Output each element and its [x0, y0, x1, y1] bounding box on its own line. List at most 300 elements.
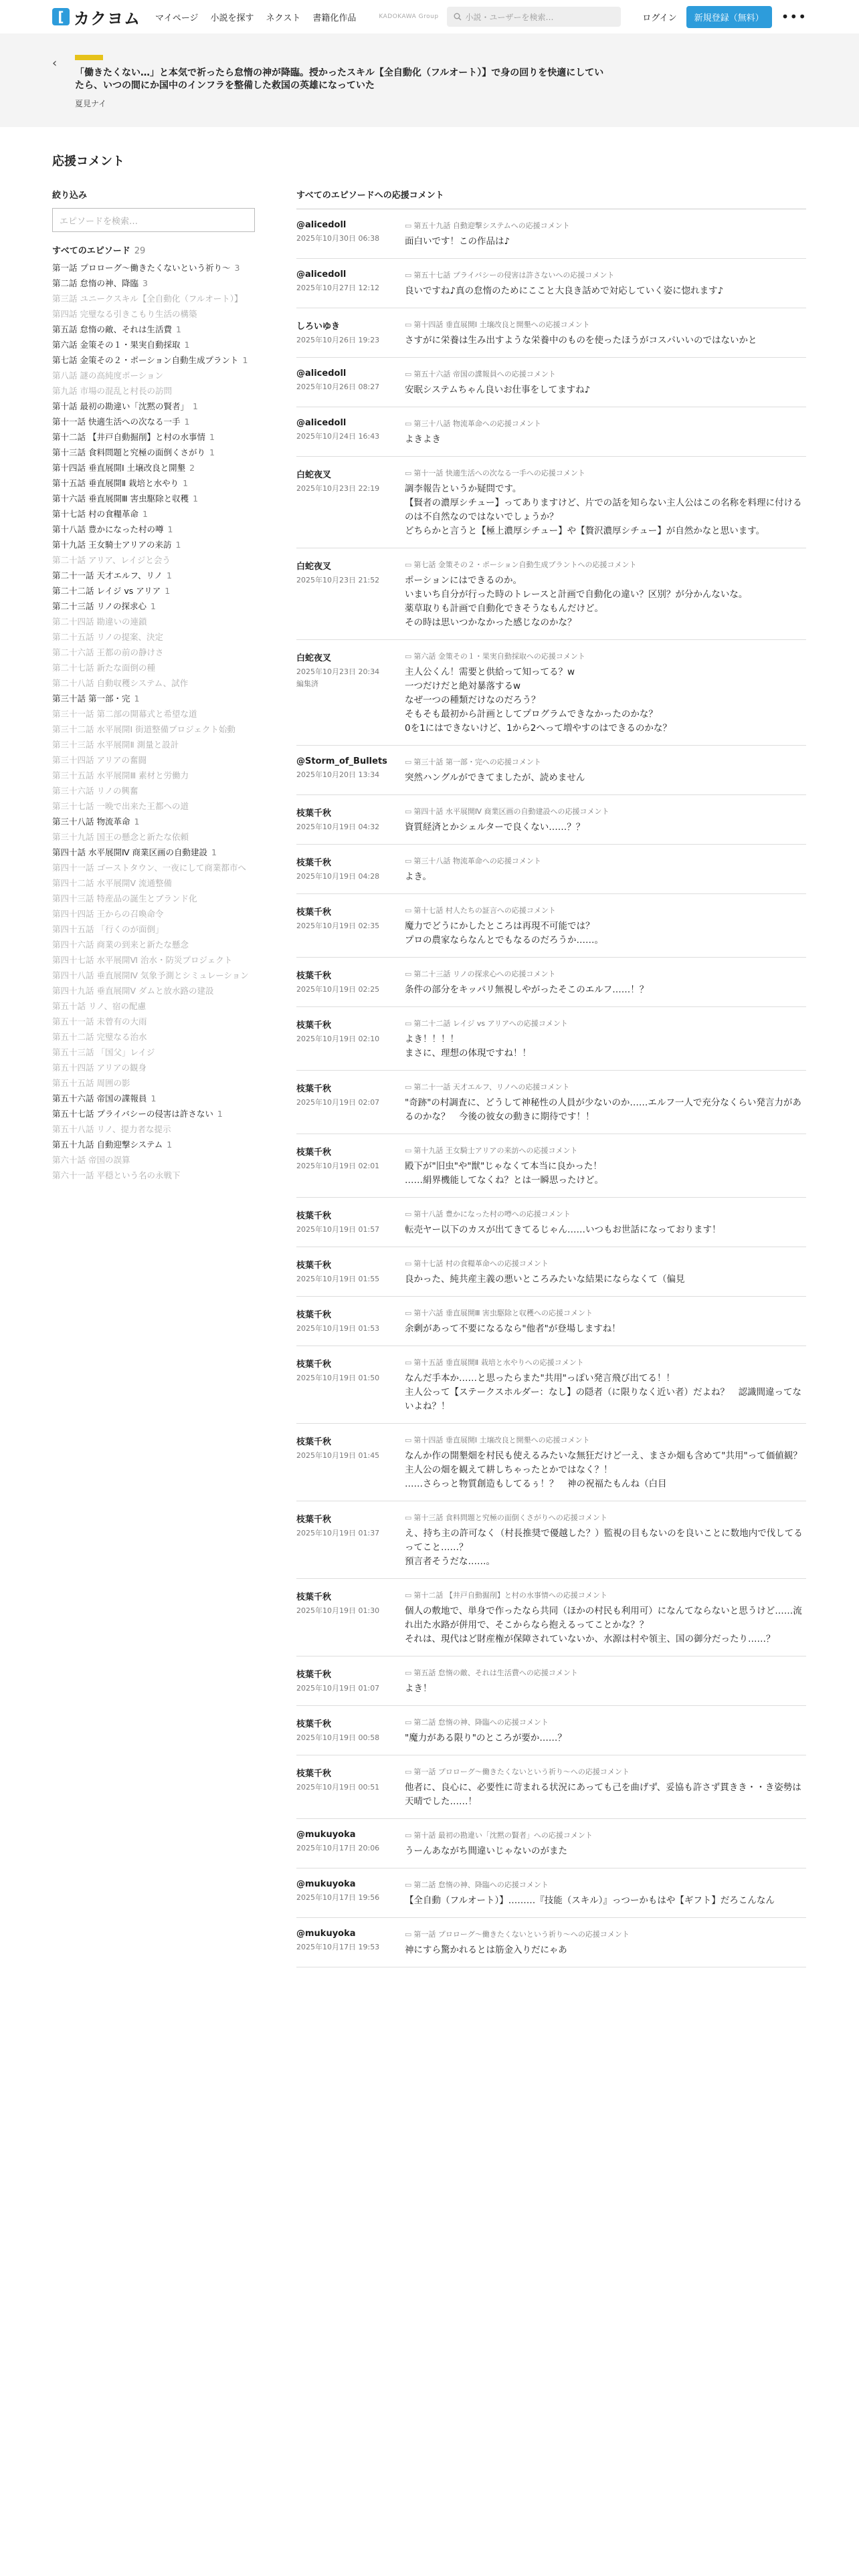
episode-filter-item[interactable]: [52, 1045, 253, 1060]
episode-filter-item[interactable]: [52, 860, 253, 875]
comment-episode-link[interactable]: [405, 418, 806, 429]
episode-icon: ▭: [405, 1513, 412, 1522]
comment-author[interactable]: 枝葉千秋: [296, 1360, 332, 1370]
comment-body-block: [405, 756, 806, 785]
comment-episode-link[interactable]: [405, 651, 806, 661]
comment-episode-link[interactable]: [405, 1307, 806, 1318]
comment-author[interactable]: 枝葉千秋: [296, 907, 332, 918]
comment-episode-link[interactable]: [405, 559, 806, 570]
episode-filter-item[interactable]: [52, 306, 253, 322]
comment-text: さすがに栄養は生み出すような栄養中のものを使ったほうがコスパいいのではないかと: [405, 335, 757, 346]
register-button[interactable]: 新規登録（無料）: [686, 6, 772, 28]
comment-date[interactable]: 2025年10月19日 01:45: [296, 1451, 380, 1460]
comment-date[interactable]: 2025年10月17日 19:56: [296, 1893, 380, 1902]
episode-icon: ▭: [405, 1358, 412, 1367]
comment-author[interactable]: 枝葉千秋: [296, 1211, 332, 1221]
comment-date[interactable]: 2025年10月26日 19:23: [296, 336, 380, 344]
episode-filter-item[interactable]: [52, 552, 253, 568]
comment-date[interactable]: 2025年10月20日 13:34: [296, 770, 380, 779]
episode-comment-count: 1: [183, 478, 189, 488]
episode-title: 第十四話 垂直展開Ⅰ 土壌改良と開墾: [52, 463, 186, 473]
episode-filter-item[interactable]: [52, 460, 253, 475]
episode-comment-count: 2: [189, 463, 195, 473]
comment-author[interactable]: 枝葉千秋: [296, 1437, 332, 1447]
comment-episode-title: 第五十七話 プライバシーの侵害は許さないへの応援コメント: [413, 271, 615, 280]
all-episodes-count: 29: [134, 246, 146, 256]
episode-icon: ▭: [405, 1083, 412, 1091]
comment-text: なんだ手本か……と思ったらまた"共用"っぽい発言飛び出てる！！ 主人公って【ステークスホルダー：なし】の隠者（に限りなく近い者）だよね？ 認識間違ってないよね？！: [405, 1373, 802, 1412]
login-link[interactable]: ログイン: [642, 13, 677, 23]
episode-title: 第五十話 リノ、宿の配慮: [52, 1001, 146, 1011]
comment-item: [296, 1656, 806, 1706]
episode-comment-count: 1: [134, 693, 140, 704]
episode-filter-item[interactable]: [52, 998, 253, 1014]
episode-filter-sidebar: [52, 188, 253, 1183]
comment-author-block: [296, 559, 405, 630]
episode-title: 第十八話 豊かになった村の噂: [52, 524, 164, 534]
episode-icon: ▭: [405, 271, 412, 280]
comment-episode-title: 第二十二話 レイジ vs アリアへの応援コメント: [413, 1019, 568, 1028]
comment-body-block: [405, 1434, 806, 1491]
episode-comment-count: 1: [167, 1140, 173, 1150]
episode-title: 第三十話 第一部・完: [52, 693, 130, 704]
comment-episode-link[interactable]: [405, 1766, 806, 1777]
episode-title: 第四十六話 商業の到来と新たな懸念: [52, 940, 189, 950]
comment-item: [296, 1918, 806, 1967]
global-header: [0, 0, 859, 33]
comment-episode-title: 第十九話 王女騎士アリアの来訪への応援コメント: [413, 1146, 578, 1155]
episode-filter-item[interactable]: [52, 322, 253, 337]
comment-episode-title: 第十話 最初の勘違い「沈黙の賢者」への応援コメント: [413, 1831, 593, 1840]
comment-date[interactable]: 2025年10月26日 08:27: [296, 383, 380, 391]
search-placeholder: 小説・ユーザーを検索…: [465, 12, 554, 22]
episode-comment-count: 1: [209, 447, 215, 457]
episode-filter-item[interactable]: [52, 599, 253, 614]
comment-author[interactable]: 枝葉千秋: [296, 1592, 332, 1602]
episode-filter-item[interactable]: [52, 768, 253, 783]
episode-icon: ▭: [405, 1930, 412, 1939]
comment-episode-link[interactable]: [405, 1929, 806, 1939]
episode-filter-item[interactable]: [52, 875, 253, 891]
comment-text: 面白いです！この作品は♪: [405, 236, 510, 247]
comment-text: 良いですね♪真の怠惰のためにここと大良き話めで対応していく姿に惚れます♪: [405, 286, 724, 296]
episode-title: 第十五話 垂直展開Ⅱ 栽培と水やり: [52, 478, 179, 488]
comment-episode-link[interactable]: [405, 1145, 806, 1156]
episode-filter-item[interactable]: [52, 276, 253, 291]
episode-icon: ▭: [405, 807, 412, 816]
episode-comment-count: 1: [134, 817, 140, 827]
comment-episode-link[interactable]: [405, 806, 806, 817]
comment-episode-link[interactable]: [405, 1590, 806, 1600]
comment-date[interactable]: 2025年10月19日 01:07: [296, 1684, 380, 1693]
comment-item: [296, 457, 806, 548]
episode-icon: ▭: [405, 1881, 412, 1889]
comment-date[interactable]: 2025年10月19日 04:28: [296, 872, 380, 881]
episode-filter-item[interactable]: [52, 737, 253, 752]
episode-filter-item[interactable]: [52, 691, 253, 706]
comment-item: [296, 1247, 806, 1297]
episode-title: 第二十二話 レイジ vs アリア: [52, 586, 161, 596]
episode-filter-item[interactable]: [52, 1075, 253, 1091]
episode-filter-item[interactable]: [52, 506, 253, 522]
all-episodes-label: すべてのエピソード: [52, 246, 130, 256]
episode-icon: ▭: [405, 1831, 412, 1840]
comment-body-block: [405, 855, 806, 884]
episode-comment-count: 1: [211, 847, 217, 857]
episode-title: 第四話 完璧なる引きこもり生活の構築: [52, 309, 197, 319]
episode-filter-item[interactable]: [52, 568, 253, 583]
comment-author[interactable]: @mukuyoka: [296, 1830, 356, 1840]
nav-published-works[interactable]: 書籍化作品: [312, 13, 357, 23]
back-arrow-icon[interactable]: ‹: [52, 56, 58, 70]
episode-title: 第五話 怠惰の敵、それは生活費: [52, 324, 172, 334]
comment-episode-link[interactable]: [405, 1208, 806, 1219]
comment-episode-link[interactable]: [405, 1081, 806, 1092]
episode-filter-item[interactable]: [52, 968, 253, 983]
comment-author[interactable]: 白蛇夜叉: [296, 470, 332, 480]
comment-author[interactable]: @alicedoll: [296, 270, 347, 280]
episode-comment-count: 1: [217, 1109, 223, 1119]
episode-comment-count: 1: [166, 570, 172, 580]
episode-filter-item[interactable]: [52, 1106, 253, 1121]
comment-author[interactable]: @alicedoll: [296, 418, 347, 428]
comment-episode-title: 第五十六話 帝国の諜報員への応援コメント: [413, 370, 556, 379]
comment-episode-title: 第十二話 【井戸自動掘削】と村の水事情への応援コメント: [413, 1591, 607, 1600]
comment-author[interactable]: @Storm_of_Bullets: [296, 756, 387, 766]
comment-episode-link[interactable]: [405, 756, 806, 767]
comment-body-block: [405, 368, 806, 397]
comment-body-block: [405, 1717, 806, 1745]
episode-filter-item[interactable]: [52, 706, 253, 722]
comment-episode-link[interactable]: [405, 968, 806, 979]
site-logo-text: カクヨム: [74, 9, 140, 28]
episode-filter-item[interactable]: [52, 1060, 253, 1075]
episode-icon: ▭: [405, 1767, 412, 1776]
comment-date[interactable]: 2025年10月17日 20:06: [296, 1844, 380, 1852]
episode-filter-item[interactable]: [52, 645, 253, 660]
search-input[interactable]: [447, 7, 621, 27]
episode-title: 第十三話 食料問題と究極の面倒くさがり: [52, 447, 205, 457]
comment-date[interactable]: 2025年10月19日 00:58: [296, 1733, 380, 1742]
episode-comment-count: 1: [175, 324, 181, 334]
episode-filter-item[interactable]: [52, 1137, 253, 1152]
comment-episode-title: 第十四話 垂直展開Ⅰ 土壌改良と開墾への応援コメント: [413, 320, 590, 329]
comment-text: 余剰があって不要になるなら"他者"が登場しますね！: [405, 1323, 621, 1334]
work-title[interactable]: 「働きたくない…」と本気で祈ったら怠惰の神が降臨。授かったスキル【全自動化（フルオート）】で身の回りを快適にしていたら、いつの間にか国中のインフラを整備した救国の英雄になっていた: [75, 68, 604, 91]
comment-episode-link[interactable]: [405, 1879, 806, 1890]
comment-author[interactable]: @alicedoll: [296, 368, 347, 379]
comment-episode-link[interactable]: [405, 1018, 806, 1029]
comment-body-block: [405, 651, 806, 736]
comment-author[interactable]: 枝葉千秋: [296, 1670, 332, 1680]
comment-author[interactable]: @alicedoll: [296, 220, 347, 230]
comment-text: "奇跡"の村調査に、どうして神秘性の人員が少ないのか……エルフ一人で充分なくらい発言力があるのかな？ 今後の彼女の動きに期待です！！: [405, 1097, 801, 1122]
episode-filter-item[interactable]: [52, 368, 253, 383]
comment-date[interactable]: 2025年10月19日 02:01: [296, 1162, 380, 1170]
page-title: 応援コメント: [52, 154, 124, 169]
episode-title: 第二十四話 勘違いの連鎖: [52, 617, 147, 627]
comment-author[interactable]: @mukuyoka: [296, 1879, 356, 1889]
episode-icon: ▭: [405, 419, 412, 428]
comment-author[interactable]: 枝葉千秋: [296, 1148, 332, 1158]
comment-episode-link[interactable]: [405, 1830, 806, 1840]
comment-date[interactable]: 2025年10月19日 02:25: [296, 985, 380, 994]
comment-author-block: [296, 1081, 405, 1124]
episode-search-input[interactable]: [52, 208, 255, 232]
filter-heading: 絞り込み: [52, 191, 88, 201]
comment-item: [296, 894, 806, 958]
comment-date[interactable]: 2025年10月23日 20:34: [296, 667, 380, 676]
comment-author[interactable]: @mukuyoka: [296, 1929, 356, 1939]
comment-body-block: [405, 1208, 806, 1237]
episode-icon: ▭: [405, 469, 412, 477]
comment-item: [296, 1755, 806, 1819]
comment-date[interactable]: 2025年10月17日 19:53: [296, 1943, 380, 1951]
comment-author[interactable]: 枝葉千秋: [296, 1515, 332, 1525]
comment-author[interactable]: しろいゆき: [296, 322, 341, 332]
episode-title: 第八話 謎の高純度ポーション: [52, 370, 163, 381]
comment-item: [296, 1198, 806, 1247]
episode-title: 第四十五話 「行くのが面倒」: [52, 924, 164, 934]
comment-date[interactable]: 2025年10月23日 22:19: [296, 484, 380, 493]
episode-icon: ▭: [405, 221, 412, 230]
comment-author[interactable]: 枝葉千秋: [296, 1084, 332, 1094]
comment-date[interactable]: 2025年10月24日 16:43: [296, 432, 380, 441]
comment-date[interactable]: 2025年10月19日 01:53: [296, 1324, 380, 1333]
episode-title: 第五十七話 プライバシーの侵害は許さない: [52, 1109, 213, 1119]
episode-filter-item[interactable]: [52, 414, 253, 429]
comment-author[interactable]: 枝葉千秋: [296, 1769, 332, 1779]
comment-text: 殿下が"旧虫"や"獣"じゃなくて本当に良かった！ ……絹界機能してなくね？とは一瞬思ったけど。: [405, 1161, 603, 1186]
episode-filter-item[interactable]: [52, 1168, 253, 1183]
site-logo[interactable]: [52, 5, 140, 29]
kakuyomu-logo-icon: [: [52, 8, 70, 25]
episode-title: 第二十八話 自動収穫システム、試作: [52, 678, 189, 688]
episode-filter-item[interactable]: [52, 1121, 253, 1137]
comment-episode-link[interactable]: [405, 1512, 806, 1523]
episode-comment-count: 1: [192, 401, 198, 411]
comment-author-block: [296, 220, 405, 249]
comment-episode-link[interactable]: [405, 905, 806, 916]
comment-author-block: [296, 368, 405, 397]
comment-episode-title: 第一話 プロローグ〜働きたくないという祈り〜への応援コメント: [413, 1767, 630, 1776]
comment-author[interactable]: 枝葉千秋: [296, 1719, 332, 1729]
episode-filter-item[interactable]: [52, 906, 253, 922]
comment-date[interactable]: 2025年10月19日 01:55: [296, 1275, 380, 1283]
episode-title: 第二十六話 王都の前の静けさ: [52, 647, 164, 657]
episode-filter-item[interactable]: [52, 845, 253, 860]
episode-filter-item[interactable]: [52, 491, 253, 506]
episode-comment-count: 1: [242, 355, 248, 365]
comment-episode-title: 第一話 プロローグ〜働きたくないという祈り〜への応援コメント: [413, 1930, 630, 1939]
comment-episode-link[interactable]: [405, 270, 806, 280]
comment-text: よきよき: [405, 434, 441, 445]
comment-text: 資質経済とかシェルターで良くない……？？: [405, 822, 585, 833]
comment-text: よき。: [405, 871, 432, 882]
comment-episode-link[interactable]: [405, 467, 806, 478]
episode-filter-item[interactable]: [52, 891, 253, 906]
comment-author[interactable]: 枝葉千秋: [296, 971, 332, 981]
comment-date[interactable]: 2025年10月19日 01:37: [296, 1529, 380, 1537]
episode-icon: ▭: [405, 857, 412, 865]
comment-item: [296, 308, 806, 358]
episode-filter-item[interactable]: [52, 783, 253, 798]
comment-item: [296, 746, 806, 795]
episode-title: 第十六話 垂直展開Ⅲ 害虫駆除と収穫: [52, 494, 189, 504]
comment-episode-link[interactable]: [405, 1434, 806, 1445]
comment-author-block: [296, 467, 405, 538]
episode-title: 第三十六話 リノの興奮: [52, 786, 138, 796]
comment-body-block: [405, 270, 806, 298]
comment-item: [296, 209, 806, 259]
comment-author[interactable]: 枝葉千秋: [296, 858, 332, 868]
episode-title: 第一話 プロローグ〜働きたくないという祈り〜: [52, 263, 231, 273]
comment-date[interactable]: 2025年10月19日 02:10: [296, 1035, 380, 1043]
all-episodes-item[interactable]: [52, 243, 253, 256]
comment-date[interactable]: 2025年10月19日 01:57: [296, 1225, 380, 1234]
episode-search-placeholder: エピソードを検索…: [60, 216, 138, 227]
episode-filter-item[interactable]: [52, 1029, 253, 1045]
comment-text: 神にすら驚かれるとは筋金入りだにゃあ: [405, 1945, 567, 1955]
comment-episode-title: 第三十八話 物流革命への応援コメント: [413, 857, 541, 865]
more-menu-icon[interactable]: •••: [781, 9, 807, 25]
comment-author[interactable]: 白蛇夜叉: [296, 653, 332, 663]
episode-filter-item[interactable]: [52, 983, 253, 998]
comment-episode-link[interactable]: [405, 1717, 806, 1727]
comment-text: うーんあながち間違いじゃないのがまた: [405, 1846, 567, 1856]
episode-filter-item[interactable]: [52, 1152, 253, 1168]
episode-icon: ▭: [405, 320, 412, 329]
episode-filter-item[interactable]: [52, 752, 253, 768]
comment-date[interactable]: 2025年10月19日 04:32: [296, 823, 380, 831]
episode-filter-item[interactable]: [52, 722, 253, 737]
episode-title: 第六十一話 平穏という名の永戦下: [52, 1170, 181, 1180]
episode-comment-count: 1: [150, 601, 156, 611]
comment-author-block: [296, 1717, 405, 1745]
episode-filter-item[interactable]: [52, 399, 253, 414]
comment-body-block: [405, 418, 806, 447]
comment-author-block: [296, 1018, 405, 1061]
episode-title: 第三十一話 第二部の開幕式と希望な道: [52, 709, 197, 719]
genre-color-bar: [75, 55, 103, 60]
episode-title: 第四十一話 ゴーストタウン、一夜にして商業都市へ: [52, 863, 246, 873]
episode-filter-item[interactable]: [52, 660, 253, 675]
comment-date[interactable]: 2025年10月23日 21:52: [296, 576, 380, 584]
comment-date[interactable]: 2025年10月27日 12:12: [296, 284, 380, 292]
comment-date[interactable]: 2025年10月19日 00:51: [296, 1783, 380, 1792]
episode-filter-item[interactable]: [52, 260, 253, 276]
episode-filter-item[interactable]: [52, 829, 253, 845]
episode-title: 第四十九話 垂直展開Ⅴ ダムと放水路の建設: [52, 986, 214, 996]
comment-body-block: [405, 968, 806, 997]
comment-episode-title: 第二十一話 天才エルフ、リノへの応援コメント: [413, 1083, 570, 1091]
episode-title: 第二話 怠惰の神、降臨: [52, 278, 138, 288]
comment-item: [296, 1071, 806, 1134]
nav-search-novels[interactable]: 小説を探す: [210, 13, 254, 23]
episode-filter-item[interactable]: [52, 383, 253, 399]
comment-author-block: [296, 855, 405, 884]
episode-title: 第九話 市場の混乱と村長の訪問: [52, 386, 172, 396]
kadokawa-group-logo[interactable]: KADOKAWA Group: [379, 13, 439, 20]
comment-author[interactable]: 白蛇夜叉: [296, 562, 332, 572]
comment-item: [296, 1706, 806, 1755]
episode-title: 第七話 金策その２・ポーション自動生成プラント: [52, 355, 239, 365]
episode-filter-item[interactable]: [52, 352, 253, 368]
comment-date[interactable]: 2025年10月19日 02:35: [296, 922, 380, 930]
episode-comment-count: 1: [209, 432, 215, 442]
episode-filter-item[interactable]: [52, 445, 253, 460]
comment-episode-title: 第十七話 村人たちの証言への応援コメント: [413, 906, 556, 915]
comment-episode-link[interactable]: [405, 1357, 806, 1368]
episode-filter-item[interactable]: [52, 522, 253, 537]
comment-item: [296, 958, 806, 1007]
comment-episode-title: 第三十八話 物流革命への応援コメント: [413, 419, 541, 428]
comment-author[interactable]: 枝葉千秋: [296, 809, 332, 819]
comment-text: 良かった、純共産主義の悪いところみたいな結果にならなくて（偏見: [405, 1274, 685, 1285]
comment-body-block: [405, 1307, 806, 1336]
comment-text: 条件の部分をキッパリ無視しやがったそこのエルフ……！？: [405, 984, 649, 995]
comment-author[interactable]: 枝葉千秋: [296, 1310, 332, 1320]
episode-filter-item[interactable]: [52, 675, 253, 691]
episode-title: 第六十話 帝国の誤算: [52, 1155, 130, 1165]
comment-episode-link[interactable]: [405, 368, 806, 379]
comment-date[interactable]: 2025年10月30日 06:38: [296, 234, 380, 243]
comment-author[interactable]: 枝葉千秋: [296, 1021, 332, 1031]
comment-text: 他者に、良心に、必要性に苛まれる状況にあっても己を曲げず、妥協も許さず貫きき・・き姿勢は天晴でした……！: [405, 1782, 801, 1807]
comment-body-block: [405, 1879, 806, 1908]
episode-filter-item[interactable]: [52, 1091, 253, 1106]
episode-filter-item[interactable]: [52, 1014, 253, 1029]
episode-filter-item[interactable]: [52, 798, 253, 814]
episode-filter-item[interactable]: [52, 922, 253, 937]
comment-date[interactable]: 2025年10月19日 02:07: [296, 1098, 380, 1107]
episode-filter-item[interactable]: [52, 583, 253, 599]
episode-filter-item[interactable]: [52, 291, 253, 306]
episode-filter-item[interactable]: [52, 537, 253, 552]
nav-mypage[interactable]: マイページ: [155, 13, 199, 23]
episode-title: 第三十三話 水平展開Ⅱ 測量と設計: [52, 740, 179, 750]
comment-author-block: [296, 1357, 405, 1414]
comment-episode-link[interactable]: [405, 1258, 806, 1269]
comment-author-block: [296, 1590, 405, 1646]
episode-comment-count: 1: [184, 340, 190, 350]
episode-filter-item[interactable]: [52, 337, 253, 352]
comment-episode-link[interactable]: [405, 1667, 806, 1678]
episode-title: 第三話 ユニークスキル【全自動化（フルオート）】: [52, 294, 243, 304]
episode-filter-item[interactable]: [52, 629, 253, 645]
comment-date[interactable]: 2025年10月19日 01:50: [296, 1374, 380, 1382]
comment-author-block: [296, 1258, 405, 1287]
episode-title: 第四十八話 垂直展開Ⅳ 気象予測とシミュレーション: [52, 970, 249, 980]
comment-episode-link[interactable]: [405, 220, 806, 231]
episode-list: [52, 260, 253, 1183]
episode-icon: ▭: [405, 1669, 412, 1677]
episode-filter-item[interactable]: [52, 475, 253, 491]
episode-filter-item[interactable]: [52, 814, 253, 829]
nav-next[interactable]: ネクスト: [266, 13, 301, 23]
episode-filter-item[interactable]: [52, 952, 253, 968]
comment-episode-title: 第十一話 快適生活への次なる一手への応援コメント: [413, 469, 585, 477]
episode-filter-item[interactable]: [52, 937, 253, 952]
episode-filter-item[interactable]: [52, 429, 253, 445]
work-author[interactable]: 夏見ナイ: [75, 99, 107, 108]
episode-filter-item[interactable]: [52, 614, 253, 629]
edited-badge: 編集済: [296, 679, 318, 688]
comment-author[interactable]: 枝葉千秋: [296, 1261, 332, 1271]
comment-episode-link[interactable]: [405, 319, 806, 330]
comment-episode-link[interactable]: [405, 855, 806, 866]
comment-date[interactable]: 2025年10月19日 01:30: [296, 1606, 380, 1615]
